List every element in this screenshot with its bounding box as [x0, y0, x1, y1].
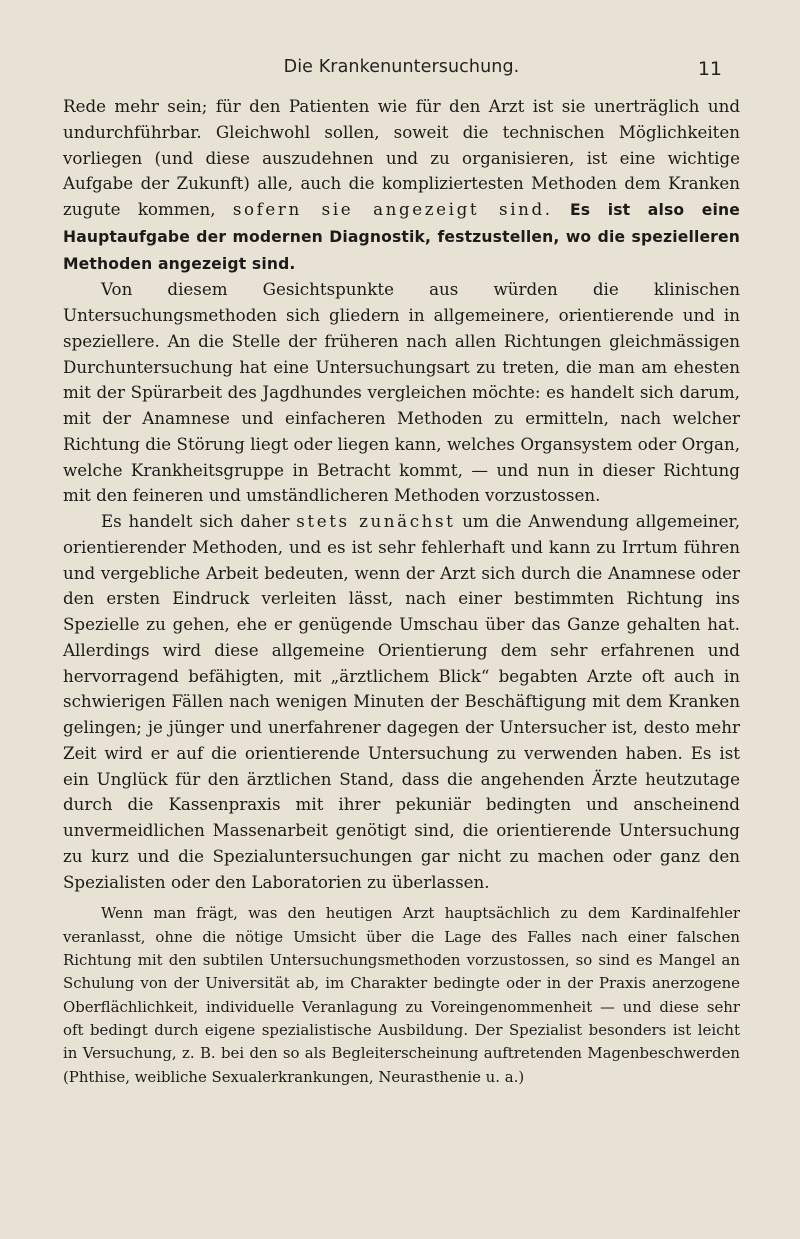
spaced-emphasis: stets zunächst: [296, 511, 456, 531]
paragraph-3-rest: um die Anwendung allgemeiner, orientierender Methoden, und es ist sehr fehlerhaft und kann zu Irrtum führen und vergebliche Arbeit bedeuten, wenn der Arzt sich durch die Anamnese oder den ersten Eindruck verleiten lässt, nach einer bestimmten Richtung ins Spezielle zu gehen, ehe er genügende Umschau über das Ganze gehalten hat. Allerdings wird diese allgemeine Orientierung dem sehr erfahrenen und hervorragend befähigten, mit „ärztlichem Blick“ begabten Arzte oft auch in schwierigen Fällen nach wenigen Minuten der Beschäftigung mit dem Kranken gelingen; je jünger und unerfahrener dagegen der Untersucher ist, desto mehr Zeit wird er auf die orientierende Untersuchung zu verwenden haben. Es ist ein Unglück für den ärztlichen Stand, dass die angehenden Ärzte heutzutage durch die Kassenpraxis mit ihrer pekuniär bedingten und anscheinend unvermeidlichen Massenarbeit genötigt sind, die orientierende Untersuchung zu kurz und die Spezialuntersuchungen gar nicht zu machen oder ganz den Spezialisten oder den Laboratorien zu überlassen.: [63, 511, 741, 892]
page-number: 11: [697, 58, 722, 80]
paragraph-1: [63, 94, 740, 277]
spaced-emphasis: sofern sie angezeigt sind.: [232, 199, 553, 219]
small-print-paragraph: Wenn man frägt, was den heutigen Arzt hauptsächlich zu dem Kardinalfehler veranlasst, ohne die nötige Umsicht über die Lage des Falles nach einer falschen Richtung mit den subtilen Untersuchungsmethoden vorzustossen, so sind es Mangel an Schulung von der Universität ab, im Charakter bedingte oder in der Praxis anerzogene Oberflächlichkeit, individuelle Veranlagung zu Voreingenommenheit — und diese sehr oft bedingt durch eigene spezialistische Ausbildung. Der Spezialist besonders ist leicht in Versuchung, z. B. bei den so als Begleiterscheinung auftretenden Magenbeschwerden (Phthise, weibliche Sexualerkrankungen, Neurasthenie u. a.): [63, 904, 740, 1086]
running-header: [63, 57, 740, 83]
body-text: [63, 94, 740, 1089]
paragraph-1-text: Rede mehr sein; für den Patienten wie für den Arzt ist sie unerträglich und undurchführbar. Gleichwohl sollen, soweit die technischen Möglichkeiten vorliegen (und diese auszudehnen und zu organisieren, ist eine wichtige Aufgabe der Zukunft) alle, auch die kompliziertesten Methoden dem Kranken zugute kommen,: [63, 96, 740, 219]
paragraph-3-start: Es handelt sich daher: [101, 511, 290, 531]
running-title: Die Krankenuntersuchung.: [283, 57, 520, 77]
bold-emphasis: Es ist also eine Hauptaufgabe der modernen Diagnostik, festzustellen, wo die spezielleren Methoden angezeigt sind.: [63, 201, 740, 273]
paragraph-3: [63, 509, 740, 895]
paragraph-2: Von diesem Gesichtspunkte aus würden die klinischen Untersuchungsmethoden sich gliedern in allgemeinere, orientierende und in speziellere. An die Stelle der früheren nach allen Richtungen gleichmässigen Durchuntersuchung hat eine Untersuchungsart zu treten, die man am ehesten mit der Spürarbeit des Jagdhundes vergleichen möchte: es handelt sich darum, mit der Anamnese und einfacheren Methoden zu ermitteln, nach welcher Richtung die Störung liegt oder liegen kann, welches Organsystem oder Organ, welche Krankheitsgruppe in Betracht kommt, — und nun in dieser Richtung mit den feineren und umständlicheren Methoden vorzustossen.: [63, 279, 740, 506]
